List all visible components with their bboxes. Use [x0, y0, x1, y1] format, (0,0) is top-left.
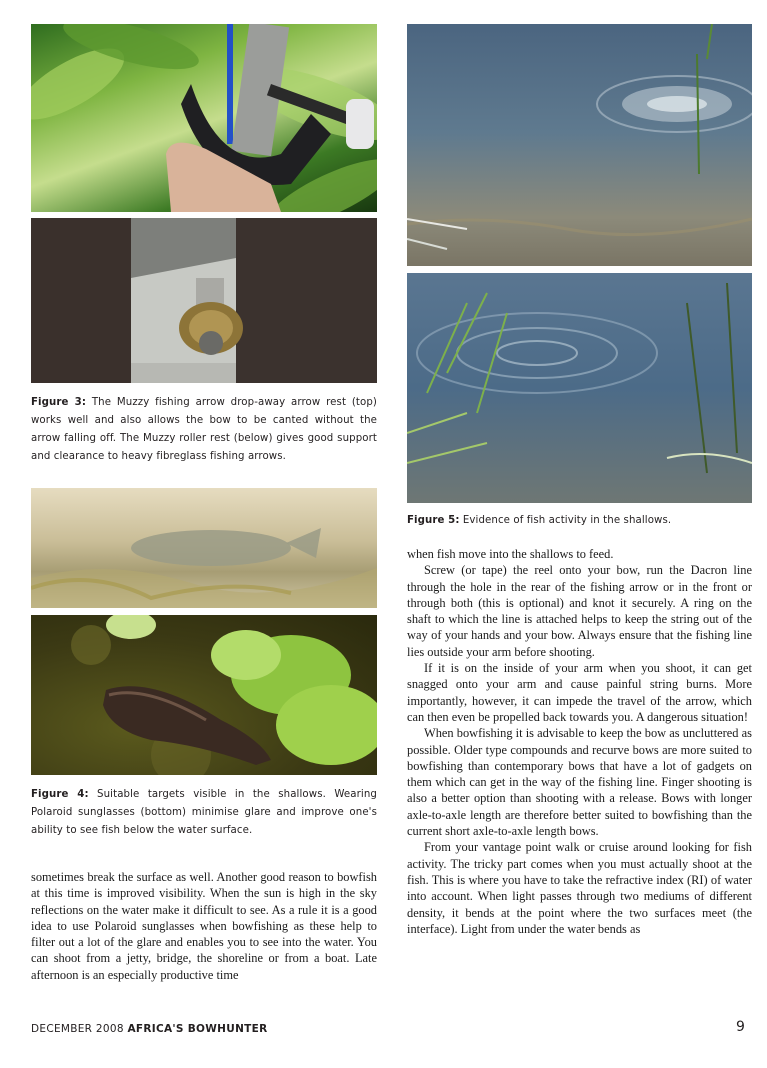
paragraph: sometimes break the surface as well. Another good reason to bowfish at this time is improved visibility. When the sun is high in the sky reflections on the water make it difficult to see. As a rule it is a good idea to use Polaroid sunglasses when bowfishing as these help to filter out a lot of the glare and enables you to see into the water. You can shoot from a jetty, bridge, the shoreline or from a boat. Late afternoon is an especially productive time	[31, 870, 377, 982]
figure-3-caption	[31, 394, 377, 466]
photo-roller-rest	[31, 218, 377, 383]
paragraph: When bowfishing it is advisable to keep the bow as uncluttered as possible. Older type compounds and recurve bows are more suited to bowfishing than contemporary bows that have a lot of gadgets on them which can get in the way of the fishing line. Finger shooting is also a better option than shooting with a release. Bows with longer axle-to-axle length are therefore better suited to bowfishing than the current short axle-to-axle length bows.	[407, 726, 752, 839]
figure-5-caption	[407, 512, 752, 530]
page-number: 9	[736, 1019, 745, 1035]
paragraph: From your vantage point walk or cruise around looking for fish activity. The tricky part comes when you must actually shoot at the fish. This is where you have to take the refractive index (RI) of water into account. When light passes through two mediums of different density, it bends at the point where the two surfaces meet (the interface). Light from under the water bends as	[407, 840, 752, 936]
footer-magazine: AFRICA'S BOWHUNTER	[127, 1023, 268, 1035]
paragraph: Screw (or tape) the reel onto your bow, run the Dacron line through the hole in the rear of the fishing arrow or in the front or through both (this is optional) and knot it securely. A ring on the shaft to which the line is attached helps to keep the string out of the way of your hands and your bow. Always ensure that the fishing line lies outside your arm before shooting.	[407, 563, 752, 659]
photo-water-ripples	[407, 273, 752, 503]
paragraph: when fish move into the shallows to feed.	[407, 547, 614, 561]
figure-3-text: The Muzzy fishing arrow drop-away arrow rest (top) works well and also allows the bow to be canted without the arrow falling off. The Muzzy roller rest (below) gives good support and clearance to heavy fibreglass fishing arrows.	[31, 397, 377, 462]
photo-water-splash	[407, 24, 752, 266]
footer-date: DECEMBER 2008	[31, 1023, 124, 1035]
left-column-text	[31, 869, 377, 983]
paragraph: If it is on the inside of your arm when you shoot, it can get snagged onto your arm and cause painful string burns. More importantly, however, it can impede the travel of the arrow, which can then even be propelled back towards you. A dangerous situation!	[407, 661, 752, 724]
photo-arrow-rest-top	[31, 24, 377, 212]
footer-masthead	[31, 1023, 267, 1035]
figure-4-caption	[31, 786, 377, 840]
figure-4-text: Suitable targets visible in the shallows. Wearing Polaroid sunglasses (bottom) minimise glare and improve one's ability to see fish below the water surface.	[31, 789, 377, 836]
right-column-text	[407, 546, 752, 937]
figure-5-label: Figure 5:	[407, 515, 460, 526]
photo-fish-shallows	[31, 488, 377, 608]
figure-4-label: Figure 4:	[31, 789, 89, 800]
figure-5-text: Evidence of fish activity in the shallows.	[462, 515, 672, 526]
figure-3-label: Figure 3:	[31, 397, 87, 408]
photo-fish-polaroid	[31, 615, 377, 775]
